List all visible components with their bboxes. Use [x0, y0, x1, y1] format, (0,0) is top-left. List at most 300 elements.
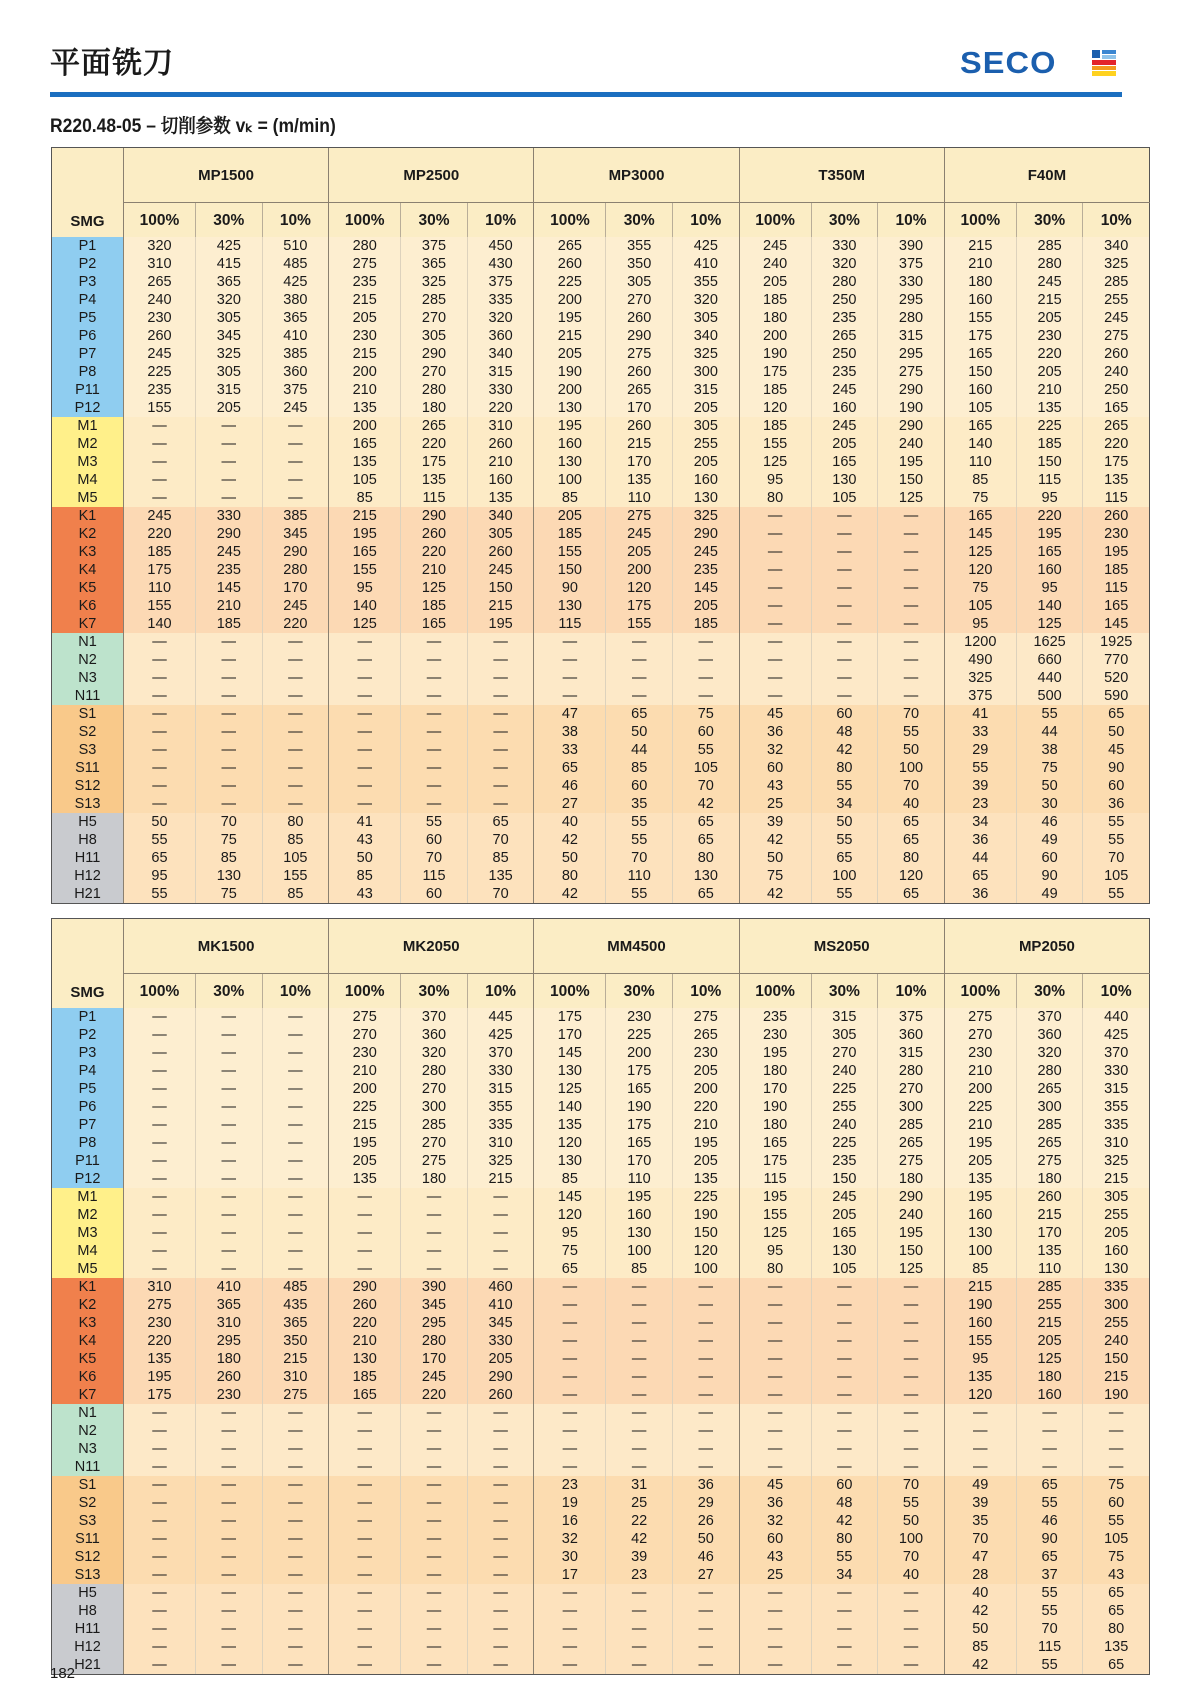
engagement-percent-header: 30% — [196, 203, 263, 238]
cutting-speed-value: 80 — [739, 489, 811, 507]
cutting-speed-value: 36 — [944, 885, 1016, 904]
cutting-speed-value: — — [878, 651, 945, 669]
cutting-speed-value: 230 — [124, 309, 196, 327]
cutting-speed-value: 250 — [1083, 381, 1150, 399]
cutting-speed-value: — — [739, 507, 811, 525]
smg-code: P4 — [52, 1062, 124, 1080]
cutting-speed-value: 85 — [944, 1638, 1016, 1656]
cutting-speed-value: 230 — [329, 1044, 401, 1062]
cutting-speed-value: 135 — [329, 399, 401, 417]
cutting-speed-value: 23 — [534, 1476, 606, 1494]
cutting-speed-value: — — [1083, 1404, 1150, 1422]
cutting-speed-value: — — [944, 1422, 1016, 1440]
cutting-speed-value: 315 — [878, 1044, 945, 1062]
cutting-speed-value: — — [401, 651, 468, 669]
engagement-percent-header: 100% — [944, 203, 1016, 238]
cutting-speed-value: 165 — [1083, 399, 1150, 417]
cutting-speed-value: 215 — [1016, 291, 1083, 309]
cutting-speed-value: 425 — [467, 1026, 534, 1044]
cutting-speed-value: 320 — [467, 309, 534, 327]
cutting-speed-value: — — [196, 1206, 263, 1224]
cutting-speed-value: 165 — [329, 1386, 401, 1404]
cutting-speed-value: — — [329, 1260, 401, 1278]
cutting-speed-value: 60 — [1083, 777, 1150, 795]
cutting-speed-value: — — [534, 1656, 606, 1675]
cutting-speed-value: — — [467, 723, 534, 741]
cutting-speed-value: 135 — [1083, 471, 1150, 489]
table-row — [52, 651, 1150, 669]
cutting-speed-value: 16 — [534, 1512, 606, 1530]
cutting-speed-value: 26 — [672, 1512, 739, 1530]
cutting-speed-value: 65 — [534, 1260, 606, 1278]
cutting-speed-value: — — [401, 1224, 468, 1242]
cutting-speed-value: 280 — [262, 561, 329, 579]
cutting-speed-value: 310 — [467, 417, 534, 435]
cutting-speed-value: 175 — [606, 1062, 673, 1080]
cutting-speed-value: 240 — [811, 1116, 878, 1134]
cutting-speed-value: 150 — [1083, 1350, 1150, 1368]
cutting-speed-value: 185 — [401, 597, 468, 615]
cutting-speed-value: 210 — [944, 1062, 1016, 1080]
cutting-speed-value: 160 — [944, 1206, 1016, 1224]
cutting-speed-value: 65 — [606, 705, 673, 723]
cutting-speed-value: 55 — [606, 813, 673, 831]
cutting-speed-value: 195 — [1083, 543, 1150, 561]
cutting-speed-value: — — [196, 1638, 263, 1656]
cutting-speed-value: — — [739, 525, 811, 543]
cutting-speed-value: — — [467, 1656, 534, 1675]
cutting-speed-value: — — [878, 1332, 945, 1350]
cutting-speed-value: — — [196, 1152, 263, 1170]
cutting-speed-value: 195 — [739, 1188, 811, 1206]
cutting-speed-value: — — [811, 1620, 878, 1638]
cutting-speed-value: 205 — [739, 273, 811, 291]
cutting-speed-value: 70 — [467, 831, 534, 849]
cutting-speed-value: 195 — [944, 1134, 1016, 1152]
cutting-speed-value: 410 — [262, 327, 329, 345]
cutting-speed-value: 265 — [124, 273, 196, 291]
cutting-speed-value: 130 — [329, 1350, 401, 1368]
cutting-speed-value: — — [401, 1656, 468, 1675]
smg-code: M4 — [52, 471, 124, 489]
cutting-speed-value: — — [811, 543, 878, 561]
cutting-speed-value: — — [739, 615, 811, 633]
cutting-speed-value: — — [467, 1602, 534, 1620]
cutting-speed-value: — — [329, 777, 401, 795]
cutting-speed-value: 125 — [401, 579, 468, 597]
smg-code: S3 — [52, 1512, 124, 1530]
cutting-speed-value: 170 — [606, 453, 673, 471]
engagement-percent-header: 10% — [878, 203, 945, 238]
cutting-speed-value: 105 — [1083, 867, 1150, 885]
cutting-speed-value: 23 — [606, 1566, 673, 1584]
cutting-speed-value: — — [124, 1422, 196, 1440]
cutting-speed-value: — — [124, 1206, 196, 1224]
cutting-speed-value: 55 — [811, 777, 878, 795]
smg-code: K2 — [52, 525, 124, 543]
cutting-speed-value: — — [534, 633, 606, 651]
cutting-speed-value: 130 — [534, 453, 606, 471]
cutting-speed-value: 345 — [401, 1296, 468, 1314]
cutting-speed-value: — — [124, 1638, 196, 1656]
cutting-speed-value: 325 — [673, 345, 740, 363]
grade-header: MP3000 — [534, 148, 739, 203]
cutting-speed-value: 320 — [401, 1044, 468, 1062]
cutting-speed-value: 155 — [944, 309, 1016, 327]
cutting-speed-value: 155 — [739, 435, 811, 453]
cutting-speed-value: 235 — [739, 1008, 811, 1026]
cutting-speed-value: 65 — [944, 867, 1016, 885]
cutting-speed-value: 27 — [534, 795, 606, 813]
cutting-speed-value: 70 — [401, 849, 468, 867]
cutting-speed-value: 305 — [1083, 1188, 1150, 1206]
cutting-speed-value: 180 — [1016, 1170, 1083, 1188]
table-row — [52, 1566, 1150, 1584]
cutting-speed-value: 110 — [606, 1170, 673, 1188]
cutting-speed-value: 370 — [401, 1008, 468, 1026]
cutting-speed-value: — — [467, 687, 534, 705]
smg-code: M2 — [52, 1206, 124, 1224]
cutting-speed-value: — — [606, 1440, 673, 1458]
cutting-speed-value: 40 — [944, 1584, 1016, 1602]
cutting-speed-value: 110 — [606, 867, 673, 885]
cutting-speed-value: 290 — [467, 1368, 534, 1386]
cutting-speed-value: 130 — [534, 399, 606, 417]
smg-code: S1 — [52, 1476, 124, 1494]
cutting-speed-value: 70 — [878, 1548, 945, 1566]
smg-code: M5 — [52, 1260, 124, 1278]
table-row — [52, 435, 1150, 453]
cutting-speed-value: 210 — [329, 1332, 401, 1350]
smg-code: P4 — [52, 291, 124, 309]
cutting-speed-value: 180 — [401, 399, 468, 417]
cutting-speed-value: 135 — [1016, 399, 1083, 417]
engagement-percent-header: 10% — [673, 203, 740, 238]
cutting-speed-value: — — [124, 633, 196, 651]
cutting-speed-value: 40 — [878, 795, 945, 813]
cutting-speed-value: — — [534, 1602, 606, 1620]
cutting-speed-value: — — [811, 525, 878, 543]
cutting-speed-value: 65 — [1016, 1476, 1083, 1494]
cutting-speed-value: 205 — [811, 1206, 878, 1224]
cutting-speed-value: — — [878, 615, 945, 633]
cutting-speed-value: 280 — [401, 1062, 468, 1080]
cutting-speed-value: — — [262, 1188, 329, 1206]
cutting-speed-value: 135 — [467, 867, 534, 885]
cutting-speed-value: 165 — [811, 453, 878, 471]
cutting-speed-value: 260 — [534, 255, 606, 273]
cutting-speed-value: — — [811, 1638, 878, 1656]
cutting-speed-value: 80 — [739, 1260, 811, 1278]
cutting-speed-value: — — [196, 633, 263, 651]
cutting-speed-value: — — [673, 651, 740, 669]
cutting-speed-value: — — [534, 1368, 606, 1386]
cutting-speed-value: — — [606, 1458, 673, 1476]
cutting-speed-value: 205 — [944, 1152, 1016, 1170]
table-row — [52, 777, 1150, 795]
cutting-speed-value: 175 — [534, 1008, 606, 1026]
cutting-speed-value: 385 — [262, 345, 329, 363]
cutting-speed-value: 225 — [329, 1098, 401, 1116]
cutting-speed-value: — — [534, 1458, 606, 1476]
cutting-speed-value: 330 — [878, 273, 945, 291]
cutting-speed-value: 165 — [944, 345, 1016, 363]
engagement-percent-header: 30% — [196, 974, 263, 1009]
table-row — [52, 1494, 1150, 1512]
cutting-speed-value: 65 — [673, 885, 740, 904]
cutting-speed-value: 325 — [1083, 255, 1150, 273]
cutting-speed-value: 260 — [467, 435, 534, 453]
cutting-speed-value: 85 — [262, 831, 329, 849]
cutting-speed-value: 55 — [1016, 1494, 1083, 1512]
cutting-speed-value: 175 — [739, 1152, 811, 1170]
cutting-speed-value: 225 — [672, 1188, 739, 1206]
cutting-speed-value: — — [196, 1656, 263, 1675]
cutting-speed-value: 325 — [401, 273, 468, 291]
cutting-speed-value: 60 — [401, 885, 468, 904]
cutting-speed-value: 115 — [1016, 471, 1083, 489]
cutting-speed-value: — — [262, 723, 329, 741]
cutting-speed-value: — — [196, 453, 263, 471]
cutting-speed-value: — — [1016, 1458, 1083, 1476]
table-row — [52, 1062, 1150, 1080]
cutting-speed-value: 305 — [673, 309, 740, 327]
cutting-speed-value: 165 — [739, 1134, 811, 1152]
cutting-speed-value: 235 — [329, 273, 401, 291]
cutting-speed-value: 290 — [878, 381, 945, 399]
cutting-speed-value: 285 — [878, 1116, 945, 1134]
cutting-speed-value: 260 — [401, 525, 468, 543]
smg-code: H5 — [52, 1584, 124, 1602]
cutting-speed-value: 380 — [262, 291, 329, 309]
cutting-speed-value: 120 — [944, 1386, 1016, 1404]
cutting-speed-value: 285 — [1016, 1116, 1083, 1134]
smg-code: P3 — [52, 273, 124, 291]
page-title: 平面铣刀 — [50, 46, 174, 81]
cutting-speed-value: — — [534, 1386, 606, 1404]
cutting-speed-value: 50 — [944, 1620, 1016, 1638]
table-row — [52, 543, 1150, 561]
cutting-speed-value: 42 — [534, 831, 606, 849]
cutting-speed-value: — — [329, 1422, 401, 1440]
smg-code: P7 — [52, 345, 124, 363]
cutting-speed-value: 280 — [878, 1062, 945, 1080]
cutting-speed-value: — — [467, 1206, 534, 1224]
cutting-speed-value: — — [196, 1620, 263, 1638]
cutting-speed-value: — — [739, 1332, 811, 1350]
cutting-speed-value: 285 — [1083, 273, 1150, 291]
cutting-speed-value: 65 — [878, 831, 945, 849]
cutting-speed-value: — — [262, 795, 329, 813]
cutting-speed-value: — — [878, 543, 945, 561]
cutting-speed-value: — — [811, 1584, 878, 1602]
cutting-speed-value: 220 — [401, 1386, 468, 1404]
cutting-speed-value: — — [534, 1584, 606, 1602]
cutting-speed-value: 34 — [811, 1566, 878, 1584]
cutting-speed-value: 60 — [811, 705, 878, 723]
cutting-speed-value: 425 — [673, 237, 740, 255]
cutting-speed-value: 140 — [329, 597, 401, 615]
cutting-speed-value: 225 — [1016, 417, 1083, 435]
cutting-speed-value: — — [196, 1188, 263, 1206]
cutting-speed-value: 215 — [329, 291, 401, 309]
cutting-speed-value: — — [262, 1566, 329, 1584]
cutting-speed-value: — — [329, 1620, 401, 1638]
smg-code: K6 — [52, 1368, 124, 1386]
cutting-speed-value: 65 — [1083, 1584, 1150, 1602]
table-row — [52, 525, 1150, 543]
cutting-speed-value: 425 — [1083, 1026, 1150, 1044]
engagement-percent-header: 30% — [606, 203, 673, 238]
table-row — [52, 579, 1150, 597]
smg-code: H11 — [52, 849, 124, 867]
cutting-speed-value: — — [673, 669, 740, 687]
cutting-speed-value: — — [124, 1152, 196, 1170]
cutting-speed-value: 330 — [467, 1062, 534, 1080]
cutting-speed-value: 42 — [739, 885, 811, 904]
cutting-speed-value: — — [606, 1656, 673, 1675]
cutting-speed-value: — — [811, 1458, 878, 1476]
cutting-speed-value: 345 — [467, 1314, 534, 1332]
cutting-speed-value: 1625 — [1016, 633, 1083, 651]
cutting-speed-value: 220 — [467, 399, 534, 417]
cutting-speed-value: 125 — [1016, 1350, 1083, 1368]
cutting-speed-value: 325 — [196, 345, 263, 363]
cutting-speed-value: 205 — [673, 399, 740, 417]
smg-code: P1 — [52, 237, 124, 255]
cutting-speed-value: 310 — [1083, 1134, 1150, 1152]
cutting-speed-value: 80 — [811, 1530, 878, 1548]
cutting-speed-value: — — [196, 1008, 263, 1026]
cutting-speed-value: 36 — [739, 723, 811, 741]
cutting-speed-value: — — [124, 1530, 196, 1548]
cutting-speed-value: 240 — [878, 435, 945, 453]
cutting-speed-value: 100 — [606, 1242, 673, 1260]
cutting-speed-value: — — [401, 1260, 468, 1278]
cutting-speed-value: — — [329, 1188, 401, 1206]
cutting-speed-value: — — [672, 1422, 739, 1440]
cutting-speed-value: 120 — [534, 1134, 606, 1152]
cutting-speed-value: 65 — [811, 849, 878, 867]
cutting-speed-value: 42 — [534, 885, 606, 904]
cutting-speed-value: 205 — [1016, 363, 1083, 381]
cutting-speed-value: 70 — [1083, 849, 1150, 867]
smg-code: N3 — [52, 1440, 124, 1458]
cutting-speed-value: — — [878, 687, 945, 705]
smg-code: K3 — [52, 1314, 124, 1332]
cutting-speed-value: 225 — [534, 273, 606, 291]
cutting-speed-value: — — [811, 1602, 878, 1620]
cutting-speed-value: — — [124, 1134, 196, 1152]
table-row — [52, 309, 1150, 327]
cutting-speed-value: 27 — [672, 1566, 739, 1584]
cutting-speed-value: — — [401, 633, 468, 651]
cutting-speed-value: 345 — [196, 327, 263, 345]
cutting-speed-value: 270 — [878, 1080, 945, 1098]
cutting-speed-value: — — [401, 1188, 468, 1206]
cutting-speed-value: 65 — [1083, 1602, 1150, 1620]
table-row — [52, 1170, 1150, 1188]
cutting-speed-value: 195 — [1016, 525, 1083, 543]
cutting-speed-value: — — [811, 1368, 878, 1386]
cutting-speed-value: 240 — [739, 255, 811, 273]
cutting-speed-value: 320 — [1016, 1044, 1083, 1062]
cutting-speed-value: — — [672, 1440, 739, 1458]
cutting-speed-value: 175 — [124, 561, 196, 579]
cutting-speed-value: 325 — [673, 507, 740, 525]
cutting-speed-value: — — [467, 759, 534, 777]
cutting-speed-value: 280 — [1016, 255, 1083, 273]
cutting-speed-value: — — [124, 1188, 196, 1206]
cutting-speed-value: 255 — [811, 1098, 878, 1116]
cutting-speed-value: 165 — [1083, 597, 1150, 615]
cutting-speed-value: 140 — [1016, 597, 1083, 615]
cutting-speed-value: 220 — [1083, 435, 1150, 453]
cutting-speed-value: 275 — [401, 1152, 468, 1170]
engagement-percent-header: 100% — [534, 974, 606, 1009]
cutting-speed-value: 50 — [606, 723, 673, 741]
engagement-percent-header: 30% — [811, 974, 878, 1009]
cutting-speed-value: 140 — [944, 435, 1016, 453]
cutting-speed-value: 280 — [811, 273, 878, 291]
table-row — [52, 507, 1150, 525]
cutting-speed-value: — — [329, 633, 401, 651]
cutting-speed-value: 195 — [329, 1134, 401, 1152]
cutting-speed-value: 37 — [1016, 1566, 1083, 1584]
cutting-speed-value: 70 — [878, 705, 945, 723]
grade-header-row — [52, 919, 1150, 974]
cutting-speed-value: 300 — [878, 1098, 945, 1116]
cutting-speed-value: 315 — [673, 381, 740, 399]
cutting-speed-value: 260 — [1083, 507, 1150, 525]
cutting-speed-value: 85 — [196, 849, 263, 867]
cutting-speed-value: 130 — [944, 1224, 1016, 1242]
smg-code: P3 — [52, 1044, 124, 1062]
engagement-percent-header: 100% — [124, 203, 196, 238]
cutting-speed-value: 390 — [878, 237, 945, 255]
cutting-speed-value: 46 — [534, 777, 606, 795]
cutting-speed-value: 190 — [606, 1098, 673, 1116]
cutting-speed-value: 185 — [196, 615, 263, 633]
cutting-speed-value: 290 — [878, 1188, 945, 1206]
cutting-speed-value: 375 — [467, 273, 534, 291]
cutting-speed-value: 375 — [878, 255, 945, 273]
cutting-speed-value: 360 — [401, 1026, 468, 1044]
cutting-speed-value: 330 — [196, 507, 263, 525]
smg-code: P6 — [52, 327, 124, 345]
cutting-speed-value: — — [534, 1440, 606, 1458]
cutting-speed-value: 105 — [329, 471, 401, 489]
cutting-speed-value: 32 — [739, 741, 811, 759]
smg-code: P5 — [52, 1080, 124, 1098]
cutting-speed-value: 110 — [944, 453, 1016, 471]
cutting-speed-value: 80 — [878, 849, 945, 867]
cutting-speed-value: 240 — [1083, 1332, 1150, 1350]
cutting-speed-value: — — [262, 1422, 329, 1440]
cutting-speed-value: — — [262, 417, 329, 435]
cutting-speed-value: — — [196, 1566, 263, 1584]
cutting-speed-value: 215 — [534, 327, 606, 345]
table-row — [52, 1296, 1150, 1314]
cutting-speed-value: 185 — [1016, 435, 1083, 453]
cutting-speed-value: 275 — [944, 1008, 1016, 1026]
cutting-speed-value: 50 — [124, 813, 196, 831]
cutting-speed-value: — — [401, 1422, 468, 1440]
cutting-speed-value: 65 — [1083, 705, 1150, 723]
cutting-speed-value: — — [534, 1638, 606, 1656]
cutting-speed-value: 200 — [534, 291, 606, 309]
cutting-speed-value: 70 — [944, 1530, 1016, 1548]
